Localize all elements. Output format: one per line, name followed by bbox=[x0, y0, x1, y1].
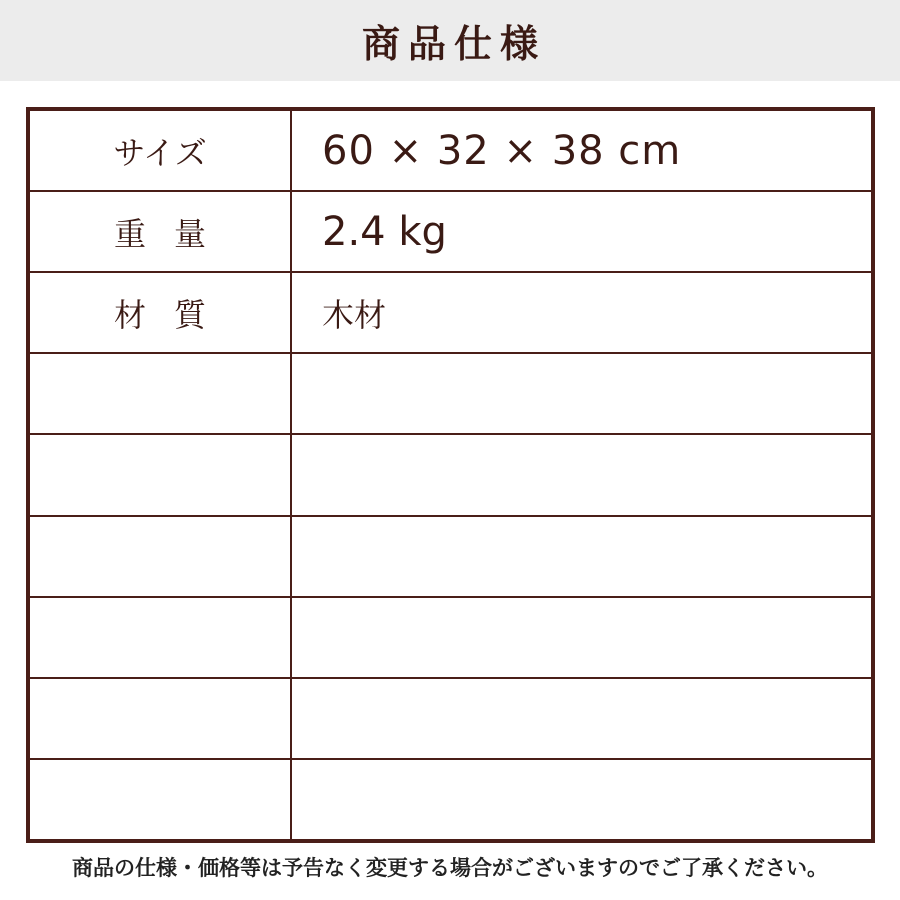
spec-row-weight bbox=[30, 190, 871, 271]
spec-value-weight: 2.4 kg bbox=[322, 208, 447, 255]
spec-value-empty bbox=[292, 517, 871, 596]
spec-value-material: 木材 bbox=[322, 295, 387, 334]
spec-value-empty bbox=[292, 760, 871, 839]
spec-value-empty bbox=[292, 435, 871, 514]
spec-label-empty bbox=[30, 354, 292, 433]
page-title: 商品仕様 bbox=[361, 22, 546, 66]
spec-table bbox=[26, 107, 875, 843]
spec-label-empty bbox=[30, 517, 292, 596]
spec-row-empty bbox=[30, 596, 871, 677]
spec-value-size: 60 × 32 × 38 cm bbox=[322, 127, 682, 174]
spec-row-empty bbox=[30, 515, 871, 596]
spec-label-empty bbox=[30, 598, 292, 677]
spec-label-empty bbox=[30, 760, 292, 839]
spec-label-weight: 重量 bbox=[30, 192, 292, 271]
spec-row-empty bbox=[30, 758, 871, 839]
spec-label-material: 材質 bbox=[30, 273, 292, 352]
spec-label-empty bbox=[30, 435, 292, 514]
spec-value-empty bbox=[292, 679, 871, 758]
disclaimer-note: 商品の仕様・価格等は予告なく変更する場合がございますのでご了承ください。 bbox=[72, 856, 828, 880]
spec-row-empty bbox=[30, 352, 871, 433]
spec-value-empty bbox=[292, 598, 871, 677]
spec-label-empty bbox=[30, 679, 292, 758]
spec-value-empty bbox=[292, 354, 871, 433]
header-bar bbox=[0, 0, 900, 81]
spec-label-size: サイズ bbox=[30, 111, 292, 190]
spec-row-size bbox=[30, 111, 871, 190]
spec-row-empty bbox=[30, 433, 871, 514]
spec-row-material bbox=[30, 271, 871, 352]
spec-row-empty bbox=[30, 677, 871, 758]
